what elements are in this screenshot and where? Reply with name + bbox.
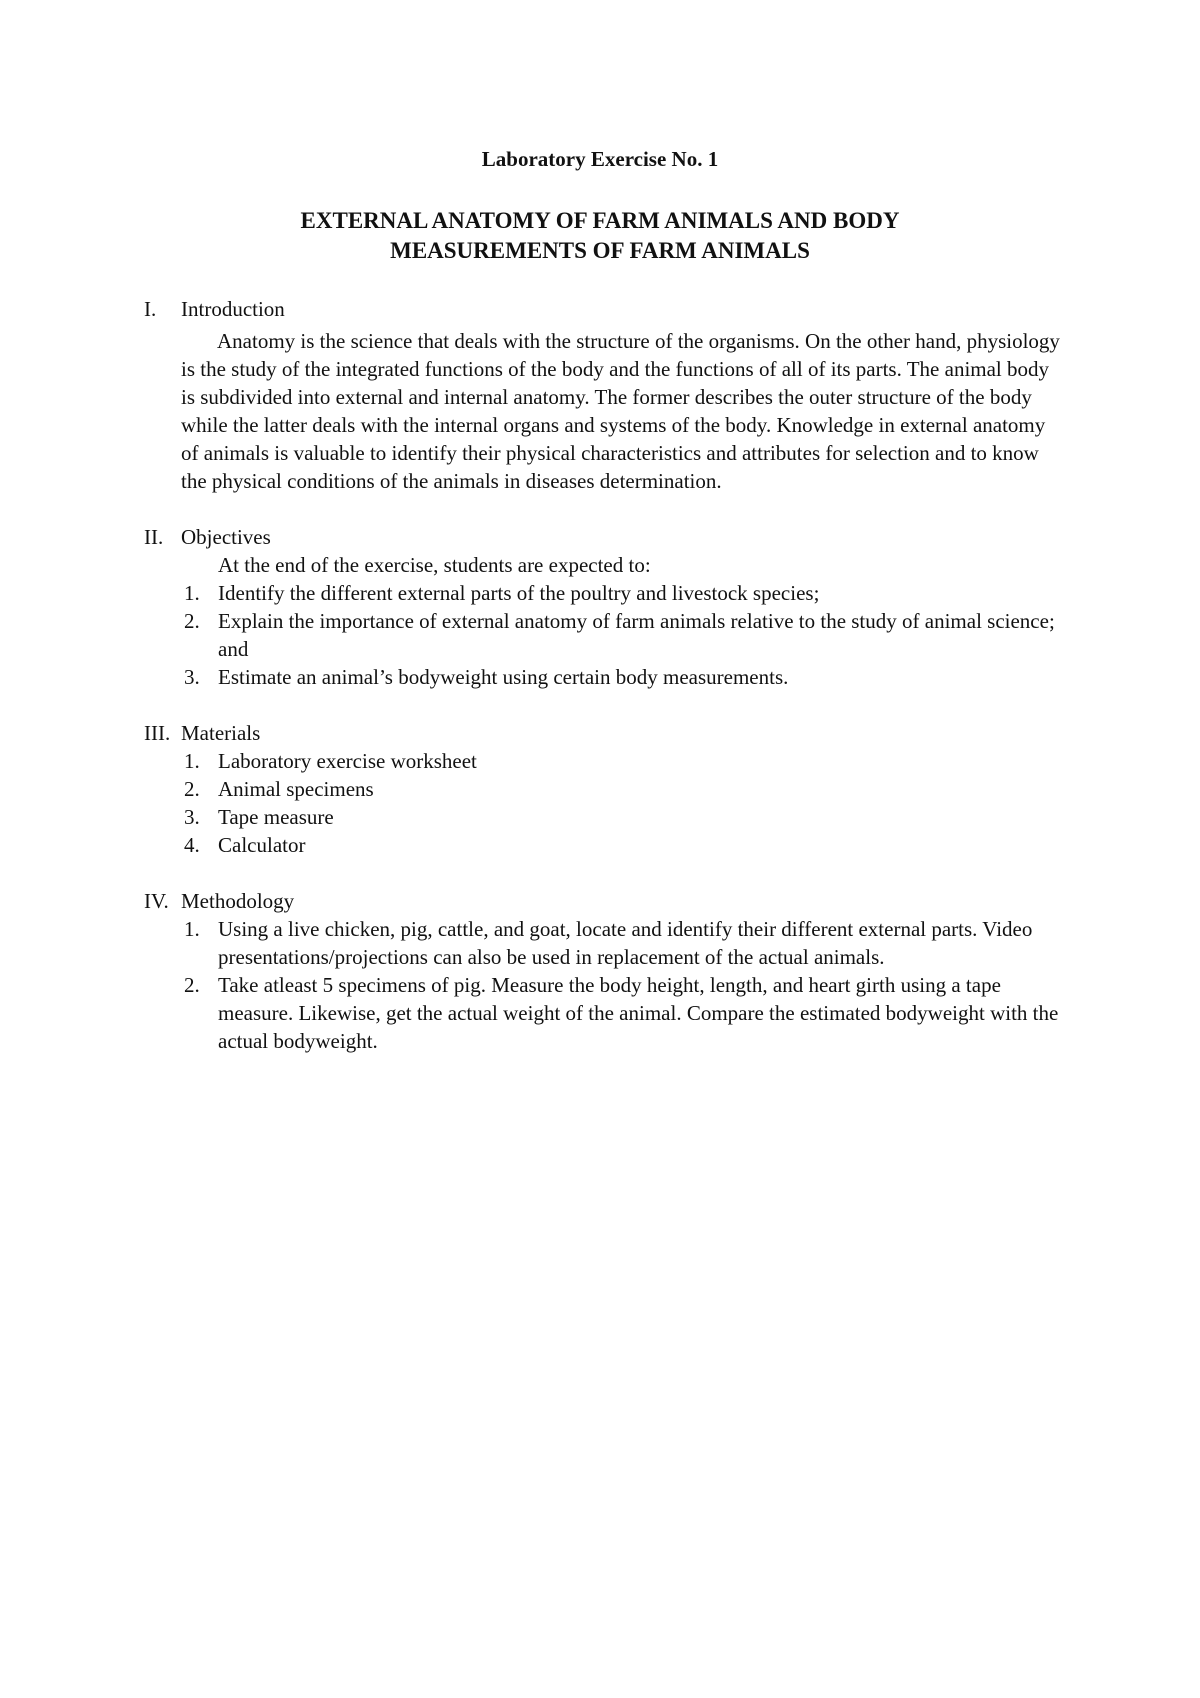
list-item-text: Take atleast 5 specimens of pig. Measure the body height, length, and heart girth using a tape measure. Likewise, get the actual weight of the animal. Compare the estimated bodyweight with the actual bodyweight. bbox=[218, 973, 1059, 1053]
list-item-text: Explain the importance of external anatomy of farm animals relative to the study of animal science; and bbox=[218, 609, 1055, 661]
section-title: Objectives bbox=[181, 525, 271, 549]
objectives-list bbox=[144, 579, 1064, 691]
list-item-number: 3. bbox=[184, 805, 200, 829]
document-title bbox=[0, 206, 1200, 266]
title-line-2: MEASUREMENTS OF FARM ANIMALS bbox=[390, 238, 810, 263]
section-heading bbox=[144, 719, 1064, 747]
title-line-1: EXTERNAL ANATOMY OF FARM ANIMALS AND BODY bbox=[300, 208, 900, 233]
section-title: Introduction bbox=[181, 297, 285, 321]
list-item-number: 2. bbox=[184, 609, 200, 633]
section-heading bbox=[144, 887, 1064, 915]
list-item bbox=[144, 831, 1064, 859]
list-item-text: Estimate an animal’s bodyweight using certain body measurements. bbox=[218, 665, 789, 689]
list-item-number: 1. bbox=[184, 749, 200, 773]
section-numeral: III. bbox=[144, 721, 171, 745]
section-heading bbox=[144, 523, 1064, 551]
list-item-number: 1. bbox=[184, 581, 200, 605]
introduction-paragraph: Anatomy is the science that deals with the structure of the organisms. On the other hand, physiology is the study of the integrated functions of the body and the functions of all of its parts. The animal body is subdivided into external and internal anatomy. The former describes the outer structure of the body while the latter deals with the internal organs and systems of the body. Knowledge in external anatomy of animals is valuable to identify their physical characteristics and attributes for selection and to know the physical conditions of the animals in diseases determination. bbox=[181, 329, 1060, 493]
list-item-number: 4. bbox=[184, 833, 200, 857]
list-item bbox=[144, 971, 1064, 1055]
list-item-text: Using a live chicken, pig, cattle, and goat, locate and identify their different external parts. Video presentations/projections can also be used in replacement of the actual animals. bbox=[218, 917, 1033, 969]
list-item-number: 3. bbox=[184, 665, 200, 689]
list-item-text: Animal specimens bbox=[218, 777, 374, 801]
list-item bbox=[144, 663, 1064, 691]
section-heading bbox=[144, 295, 1064, 323]
section-title: Methodology bbox=[181, 889, 295, 913]
list-item-number: 2. bbox=[184, 973, 200, 997]
list-item bbox=[144, 579, 1064, 607]
methodology-list bbox=[144, 915, 1064, 1055]
list-item bbox=[144, 607, 1064, 663]
section-numeral: I. bbox=[144, 297, 157, 321]
objectives-lead: At the end of the exercise, students are expected to: bbox=[218, 553, 651, 577]
section-numeral: II. bbox=[144, 525, 164, 549]
list-item-text: Calculator bbox=[218, 833, 306, 857]
list-item-text: Identify the different external parts of the poultry and livestock species; bbox=[218, 581, 820, 605]
section-materials bbox=[144, 719, 1064, 859]
list-item-text: Laboratory exercise worksheet bbox=[218, 749, 477, 773]
list-item-number: 2. bbox=[184, 777, 200, 801]
materials-list bbox=[144, 747, 1064, 859]
section-introduction bbox=[144, 295, 1064, 495]
list-item bbox=[144, 747, 1064, 775]
section-methodology bbox=[144, 887, 1064, 1055]
section-numeral: IV. bbox=[144, 889, 169, 913]
section-objectives bbox=[144, 523, 1064, 691]
list-item bbox=[144, 803, 1064, 831]
list-item-text: Tape measure bbox=[218, 805, 334, 829]
document-body bbox=[144, 295, 1064, 1083]
list-item bbox=[144, 775, 1064, 803]
exercise-number: Laboratory Exercise No. 1 bbox=[481, 147, 719, 171]
list-item bbox=[144, 915, 1064, 971]
list-item-number: 1. bbox=[184, 917, 200, 941]
section-title: Materials bbox=[181, 721, 261, 745]
